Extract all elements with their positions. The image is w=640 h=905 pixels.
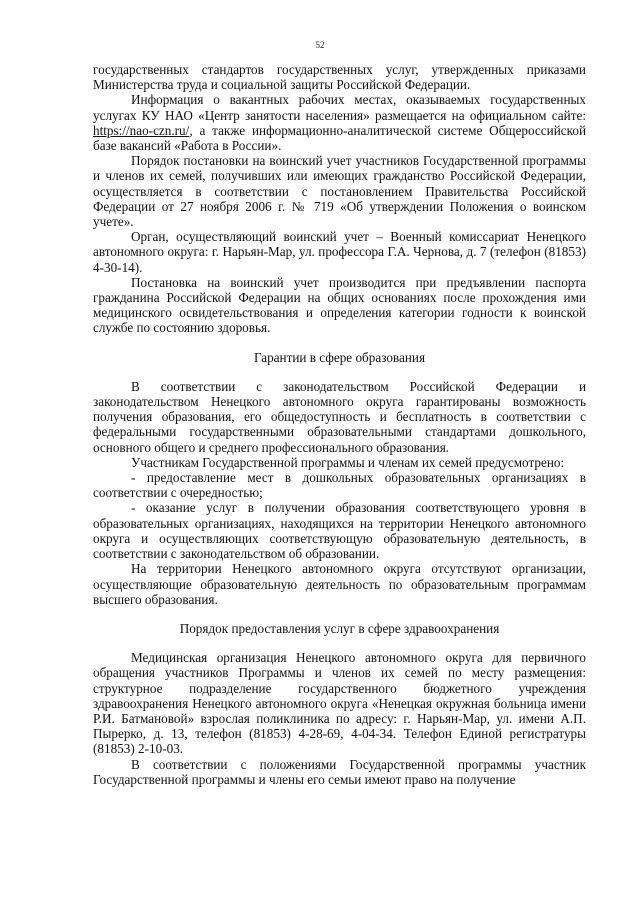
paragraph-vacancies <box>93 92 586 153</box>
paragraph-registration-procedure: Постановка на воинский учет производится при предъявлении паспорта гражданина Российской Федерации на общих основаниях после прохождения ими медицинского освидетельствования и определения категории годности к воинской службе по состоянию здоровья. <box>93 274 586 336</box>
page-number: 52 <box>315 40 325 50</box>
czn-website-link[interactable]: https://nao-czn.ru/ <box>93 122 190 138</box>
paragraph-military-commissariat: Орган, осуществляющий воинский учет – Военный комиссариат Ненецкого автономного округа: г. Нарьян-Мар, ул. профессора Г.А. Чернова, д. 7 (телефон (81853) 4-30-14). <box>93 229 586 275</box>
paragraph-program-rights: В соответствии с положениями Государственной программы участник Государственной программы и члены его семьи имеют право на получение <box>93 756 586 787</box>
heading-education: Гарантии в сфере образования <box>253 349 426 365</box>
paragraph-state-standards: государственных стандартов государственных услуг, утвержденных приказами Министерства труда и социальной защиты Российской Федерации. <box>93 62 586 93</box>
list-item-preschool: - предоставление мест в дошкольных образовательных организациях в соответствии с очередностью; <box>93 470 586 501</box>
vacancies-text-start: Информация о вакантных рабочих местах, оказываемых государственных услугах КУ НАО «Центр занятости населения» размещается на официальном сайте: <box>93 92 586 123</box>
paragraph-education-provided: Участникам Государственной программы и членам их семей предусмотрено: <box>131 454 565 470</box>
paragraph-education-guarantees: В соответствии с законодательством Российской Федерации и законодательством Ненецкого автономного округа гарантированы возможность получения образования, его общедоступность и бесплатность в соответствии с федеральными государственными образовательными стандартами дошкольного, основного общего и среднего профессионального образования. <box>93 378 586 455</box>
list-item-education-services: - оказание услуг в получении образования соответствующего уровня в образовательных организациях, находящихся на территории Ненецкого автономного округа и осуществляющих соответствующую образовательную деятельность, в соответствии с законодательством об образовании. <box>93 500 586 562</box>
paragraph-no-higher-education: На территории Ненецкого автономного округа отсутствуют организации, осуществляющие образовательную деятельность по образовательным программам высшего образования. <box>93 561 586 607</box>
paragraph-military-registration: Порядок постановки на воинский учет участников Государственной программы и членов их семей, получивших или имеющих гражданство Российской Федерации, осуществляется в соответствии с постановлением Правительства Российской Федерации от 27 ноября 2006 г. № 719 «Об утверждении Положения о воинском учете». <box>93 153 586 230</box>
page-content <box>93 62 586 787</box>
paragraph-medical-organization: Медицинская организация Ненецкого автономного округа для первичного обращения участников Программы и членов их семей по месту размещения: структурное подразделение государственного бюджетного учреждения здравоохранения Ненецкого автономного округа «Ненецкая окружная больница имени Р.И. Батмановой» взрослая поликлиника по адресу: г. Нарьян-Мар, ул. имени А.П. Пырерко, д. 13, телефон (81853) 4-28-69, 4-04-34. Телефон Единой регистратуры (81853) 2-10-03. <box>93 650 586 757</box>
vacancies-text-end: , а также информационно-аналитической системе Общероссийской базе вакансий «Работа в России». <box>93 122 586 154</box>
heading-healthcare: Порядок предоставления услуг в сфере здравоохранения <box>179 620 500 636</box>
